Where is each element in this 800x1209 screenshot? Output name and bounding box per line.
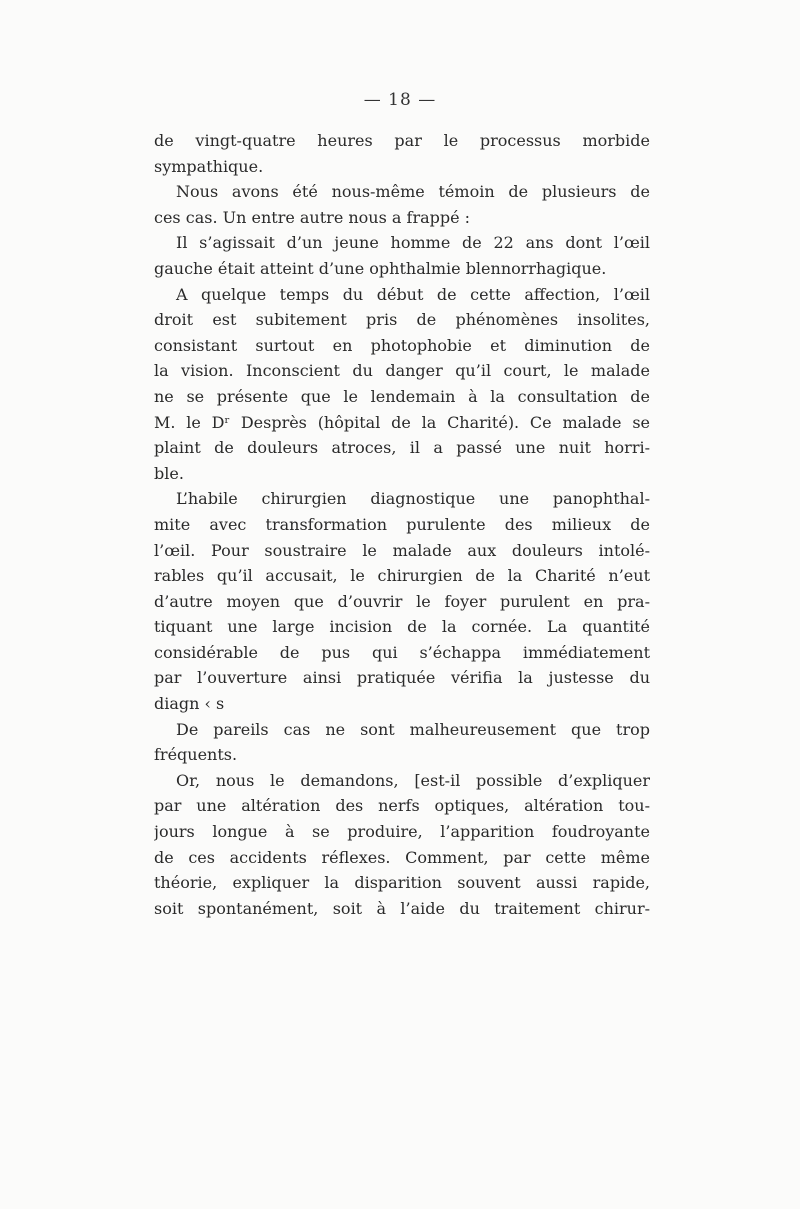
text-line: De pareils cas ne sont malheureusement que trop xyxy=(176,719,650,739)
text-line: rables qu’il accusait, le chirurgien de la Charité n’eut xyxy=(154,566,650,586)
text-line: sympathique. xyxy=(154,156,264,176)
text-line: l’œil. Pour soustraire le malade aux douleurs intolé- xyxy=(154,540,650,560)
text-line: d’autre moyen que d’ouvrir le foyer purulent en pra- xyxy=(154,591,650,611)
text-line: par l’ouverture ainsi pratiquée vérifia la justesse du xyxy=(154,668,650,688)
text-line: plaint de douleurs atroces, il a passé une nuit horri- xyxy=(154,438,650,458)
text-line: gauche était atteint d’une ophthalmie blennorrhagique. xyxy=(154,258,607,278)
text-line: Il s’agissait d’un jeune homme de 22 ans dont l’œil xyxy=(176,233,650,253)
text-line: soit spontanément, soit à l’aide du traitement chirur- xyxy=(154,898,650,918)
text-line: ne se présente que le lendemain à la consultation de xyxy=(154,386,650,406)
text-line: Nous avons été nous-même témoin de plusieurs de xyxy=(176,182,650,202)
text-line: considérable de pus qui s’échappa immédiatement xyxy=(154,642,650,662)
text-line: A quelque temps du début de cette affection, l’œil xyxy=(176,284,650,304)
text-line: M. le Dʳ Desprès (hôpital de la Charité). Ce malade se xyxy=(154,412,650,432)
text-line: par une altération des nerfs optiques, altération tou- xyxy=(154,796,650,816)
text-line: de vingt-quatre heures par le processus morbide xyxy=(154,131,650,150)
text-line: jours longue à se produire, l’apparition foudroyante xyxy=(154,822,650,842)
text-line: mite avec transformation purulente des milieux de xyxy=(154,514,650,534)
text-line: consistant surtout en photophobie et diminution de xyxy=(154,335,650,355)
text-line: ces cas. Un entre autre nous a frappé : xyxy=(154,207,471,227)
text-line: Or, nous le demandons, [est-il possible d’expliquer xyxy=(176,770,650,790)
text-line: de ces accidents réflexes. Comment, par cette même xyxy=(154,847,650,867)
body-text xyxy=(154,128,650,921)
text-line: diagn ‹ s xyxy=(154,694,225,714)
text-line: fréquents. xyxy=(154,745,238,765)
text-line: la vision. Inconscient du danger qu’il court, le malade xyxy=(154,361,650,381)
text-line: théorie, expliquer la disparition souvent aussi rapide, xyxy=(154,873,650,893)
text-line: ble. xyxy=(154,463,184,483)
text-line: L’habile chirurgien diagnostique une panophthal- xyxy=(176,489,650,509)
text-line: tiquant une large incision de la cornée. La quantité xyxy=(154,617,650,637)
page-number: — 18 — xyxy=(363,90,437,110)
text-line: droit est subitement pris de phénomènes insolites, xyxy=(154,310,650,330)
